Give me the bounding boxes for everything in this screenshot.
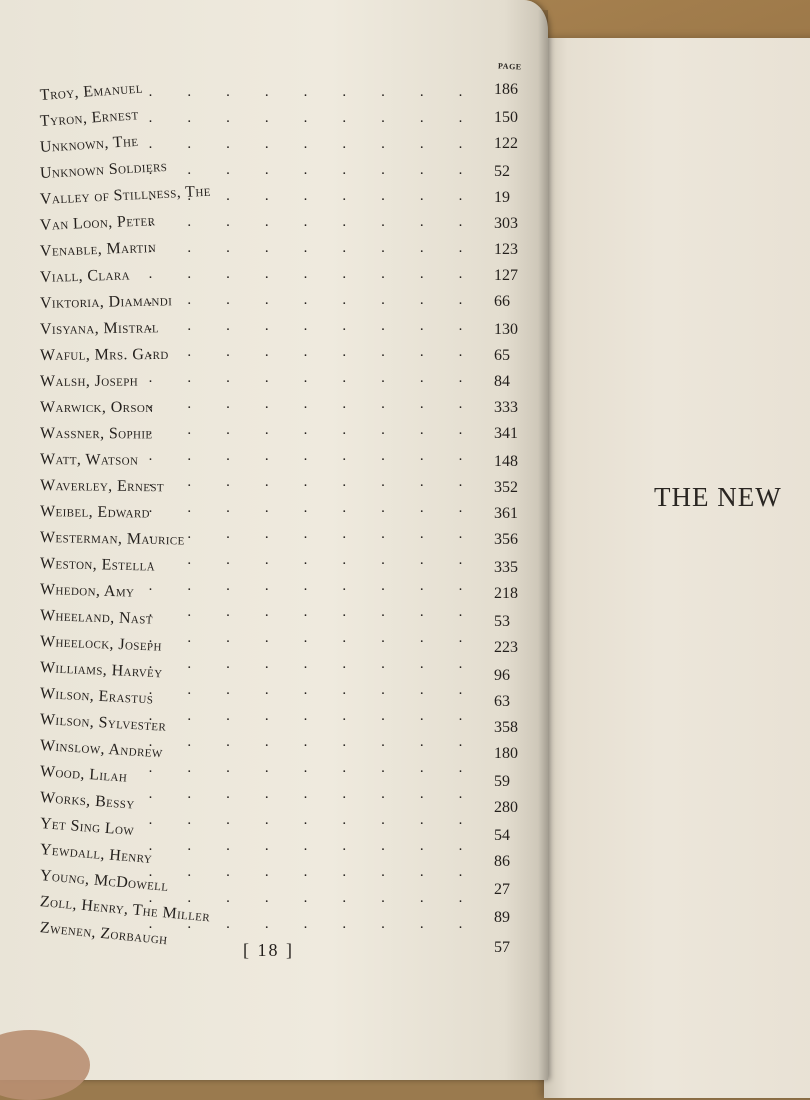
index-entry <box>0 656 560 680</box>
leader-dots: · · · · · · · · · <box>148 192 478 208</box>
leader-dots: · · · · · · · · · <box>148 556 478 572</box>
entry-page-number: 352 <box>494 479 518 496</box>
entry-page-number: 333 <box>494 399 518 416</box>
index-entry <box>0 734 560 762</box>
right-page-title: THE NEW <box>654 482 782 512</box>
entry-name: Yewdall, Henry <box>39 841 153 867</box>
entry-name: Weston, Estella <box>39 555 156 575</box>
entry-name: Wood, Lilah <box>39 763 128 786</box>
leader-dots: · · · · · · · · · <box>148 400 478 416</box>
entry-page-number: 84 <box>494 373 510 390</box>
leader-dots: · · · · · · · · · <box>148 842 478 858</box>
leader-dots: · · · · · · · · · <box>148 452 478 468</box>
entry-page-number: 96 <box>494 667 510 684</box>
entry-page-number: 280 <box>494 799 518 816</box>
leader-dots: · · · · · · · · · <box>148 244 478 260</box>
leader-dots: · · · · · · · · · <box>148 790 478 806</box>
leader-dots: · · · · · · · · · <box>148 738 478 754</box>
entry-name: Winslow, Andrew <box>39 737 164 762</box>
entry-page-number: 335 <box>494 559 518 576</box>
index-entry <box>0 157 560 186</box>
index-entry <box>0 682 560 706</box>
entry-page-number: 130 <box>494 321 518 338</box>
entry-name: Walsh, Joseph <box>39 372 139 390</box>
entry-page-number: 59 <box>494 773 510 790</box>
entry-page-number: 27 <box>494 881 510 898</box>
index-entry <box>0 182 560 212</box>
leader-dots: · · · · · · · · · <box>148 686 478 702</box>
entry-name: Wheeland, Nast <box>39 607 154 628</box>
entry-page-number: 122 <box>494 135 518 152</box>
entry-page-number: 19 <box>494 189 510 206</box>
leader-dots: · · · · · · · · · <box>148 504 478 520</box>
entry-page-number: 186 <box>494 81 518 98</box>
entry-name: Viall, Clara <box>39 266 131 286</box>
entry-name: Troy, Emanuel <box>39 79 144 104</box>
leader-dots: · · · · · · · · · <box>148 478 478 494</box>
leader-dots: · · · · · · · · · <box>148 426 478 442</box>
index-entry <box>0 448 560 472</box>
entry-name: Wheelock, Joseph <box>39 633 163 655</box>
index-entry <box>0 266 560 290</box>
entry-page-number: 223 <box>494 639 518 656</box>
leader-dots: · · · · · · · · · <box>148 348 478 364</box>
entry-name: Venable, Martin <box>39 238 157 260</box>
folio-page-number: [ 18 ] <box>243 940 294 960</box>
index-entry <box>0 838 560 867</box>
index-entry <box>0 604 560 628</box>
entry-name: Yet Sing Low <box>39 815 135 840</box>
entry-name: Tyron, Ernest <box>39 106 140 130</box>
entry-name: Zoll, Henry, The Miller <box>39 893 211 926</box>
index-entry <box>0 474 560 498</box>
leader-dots: · · · · · · · · · <box>148 582 478 598</box>
entry-page-number: 127 <box>494 267 518 284</box>
entry-page-number: 150 <box>494 109 518 126</box>
entry-page-number: 218 <box>494 585 518 602</box>
entry-page-number: 63 <box>494 693 510 710</box>
index-entry <box>0 500 560 524</box>
leader-dots: · · · · · · · · · <box>148 868 478 884</box>
leader-dots: · · · · · · · · · <box>148 764 478 780</box>
index-entry <box>0 132 560 160</box>
index-entry <box>0 344 560 368</box>
index-entry <box>0 526 560 550</box>
leader-dots: · · · · · · · · · <box>148 816 478 832</box>
entry-name: Unknown Soldiers <box>39 157 168 182</box>
entry-name: Watt, Watson <box>39 451 139 469</box>
entry-page-number: 54 <box>494 827 510 844</box>
leader-dots: · · · · · · · · · <box>148 634 478 650</box>
leader-dots: · · · · · · · · · <box>148 920 478 936</box>
index-entry <box>0 812 560 840</box>
index-entry <box>0 318 560 342</box>
entry-name: Waful, Mrs. Gard <box>39 345 169 364</box>
leader-dots: · · · · · · · · · <box>148 712 478 728</box>
entry-page-number: 86 <box>494 853 510 870</box>
entry-name: Works, Bessy <box>39 789 136 813</box>
entry-name: Van Loon, Peter <box>39 212 156 234</box>
entry-name: Unknown, The <box>39 132 139 156</box>
entry-name: Williams, Harvey <box>39 659 163 682</box>
index-entry <box>0 79 560 108</box>
index-entry <box>0 422 560 446</box>
entry-page-number: 358 <box>494 719 518 736</box>
entry-page-number: 52 <box>494 163 510 180</box>
entry-page-number: 303 <box>494 215 518 232</box>
entry-page-number: 65 <box>494 347 510 364</box>
leader-dots: · · · · · · · · · <box>148 608 478 624</box>
index-entry <box>0 292 560 316</box>
entry-name: Weibel, Edward <box>39 503 151 522</box>
leader-dots: · · · · · · · · · <box>148 270 478 286</box>
entry-name: Wassner, Sophie <box>39 425 153 443</box>
index-entry <box>0 630 560 654</box>
entry-page-number: 341 <box>494 425 518 442</box>
entry-name: Westerman, Maurice <box>39 529 185 549</box>
entry-page-number: 180 <box>494 745 518 762</box>
entry-page-number: 361 <box>494 505 518 522</box>
index-entry <box>0 396 560 420</box>
leader-dots: · · · · · · · · · <box>148 296 478 312</box>
entry-name: Visyana, Mistral <box>39 319 160 338</box>
entry-page-number: 148 <box>494 453 518 470</box>
entry-name: Waverley, Ernest <box>39 477 165 496</box>
index-entry <box>0 578 560 602</box>
index-entry <box>0 786 560 813</box>
entry-page-number: 53 <box>494 613 510 630</box>
index-entry <box>0 708 560 735</box>
entry-name: Wilson, Erastus <box>39 685 154 708</box>
index-entry <box>0 370 560 394</box>
leader-dots: · · · · · · · · · <box>148 530 478 546</box>
entry-name: Warwick, Orson <box>40 399 154 416</box>
leader-dots: · · · · · · · · · <box>148 894 478 910</box>
index-entry <box>0 240 560 264</box>
index-entry <box>0 552 560 576</box>
leader-dots: · · · · · · · · · <box>148 88 478 104</box>
entry-page-number: 57 <box>494 939 510 956</box>
leader-dots: · · · · · · · · · <box>148 218 478 234</box>
leader-dots: · · · · · · · · · <box>148 140 478 156</box>
entry-name: Viktoria, Diamandi <box>39 292 173 312</box>
leader-dots: · · · · · · · · · <box>148 114 478 130</box>
entry-name: Zwenen, Zorbaugh <box>39 919 169 949</box>
index-entry <box>0 760 560 784</box>
entry-page-number: 356 <box>494 531 518 548</box>
index-entry <box>0 106 560 134</box>
index-entry <box>0 214 560 238</box>
page-column-label: PAGE <box>497 61 522 72</box>
leader-dots: · · · · · · · · · <box>148 660 478 676</box>
entry-page-number: 123 <box>494 241 518 258</box>
entry-name: Valley of Stillness, The <box>39 182 212 208</box>
entry-name: Whedon, Amy <box>39 581 135 601</box>
entry-name: Young, McDowell <box>39 867 170 895</box>
entry-name: Wilson, Sylvester <box>39 711 167 735</box>
leader-dots: · · · · · · · · · <box>148 374 478 390</box>
leader-dots: · · · · · · · · · <box>148 322 478 338</box>
leader-dots: · · · · · · · · · <box>148 166 478 182</box>
entry-page-number: 89 <box>494 909 510 926</box>
entry-page-number: 66 <box>494 293 510 310</box>
